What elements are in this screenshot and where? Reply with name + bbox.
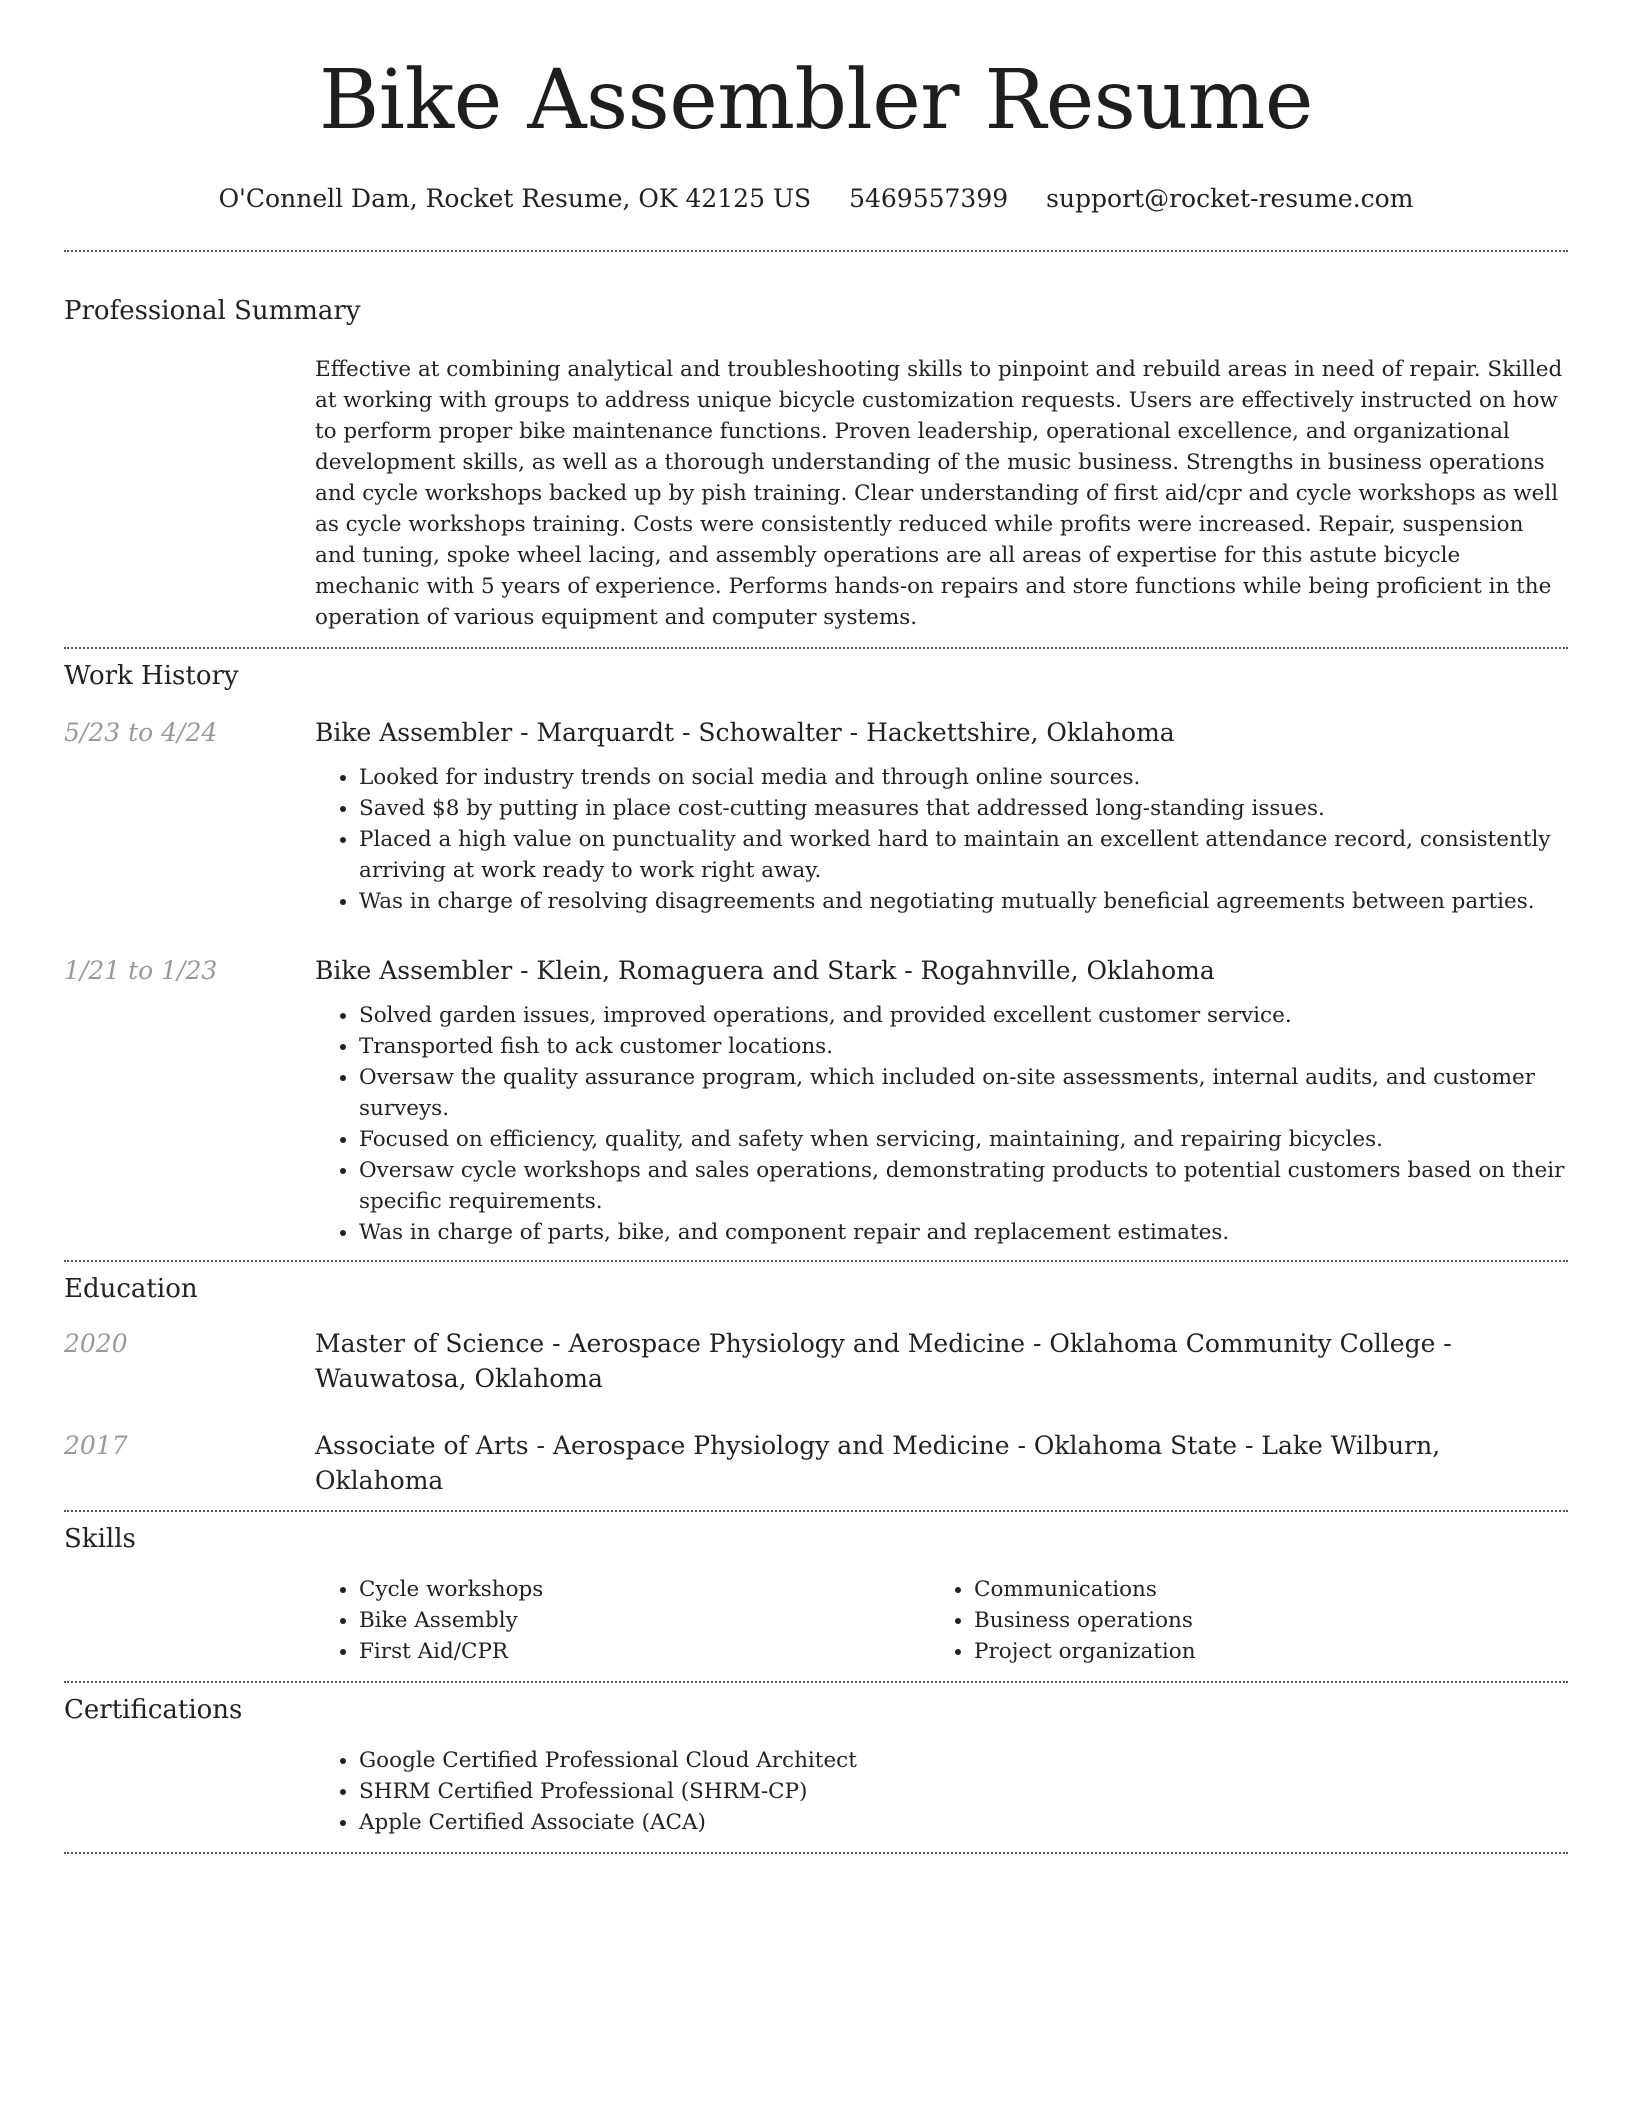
education-entry <box>64 1326 1568 1396</box>
job-bullet: • Was in charge of resolving disagreements and negotiating mutually beneficial agreements between parties. <box>359 886 1568 917</box>
skill-item: • Communications <box>974 1574 1196 1605</box>
section-title-education: Education <box>64 1274 198 1304</box>
summary-text: Effective at combining analytical and troubleshooting skills to pinpoint and rebuild areas in need of repair. Skilled at working with groups to address unique bicycle customization requests. Users are effectively instructed on how to perform proper bike maintenance functions. Proven leadership, operational excellence, and organizational development skills, as well as a thorough understanding of the music business. Strengths in business operations and cycle workshops backed up by pish training. Clear understanding of first aid/cpr and cycle workshops as well as cycle workshops training. Costs were consistently reduced while profits were increased. Repair, suspension and tuning, spoke wheel lacing, and assembly operations are all areas of expertise for this astute bicycle mechanic with 5 years of experience. Performs hands-on repairs and store functions while being proficient in the operation of various equipment and computer systems. <box>315 357 1563 630</box>
education-section <box>64 1262 1568 1510</box>
certification-item: • Apple Certified Associate (ACA) <box>359 1807 1568 1838</box>
skill-item: • First Aid/CPR <box>359 1636 930 1667</box>
job-bullet: • Saved $8 by putting in place cost-cutting measures that addressed long-standing issues. <box>359 793 1568 824</box>
job-bullet: • Focused on efficiency, quality, and safety when servicing, maintaining, and repairing bicycles. <box>359 1124 1568 1155</box>
contact-address: O'Connell Dam, Rocket Resume, OK 42125 US <box>218 184 812 213</box>
resume-title: Bike Assembler Resume <box>319 53 1313 148</box>
certifications-list <box>315 1745 1568 1838</box>
job-bullet: • Solved garden issues, improved operations, and provided excellent customer service. <box>359 1000 1568 1031</box>
certification-item: • SHRM Certified Professional (SHRM-CP) <box>359 1776 1568 1807</box>
job-entry <box>64 715 1568 917</box>
job-bullet: • Placed a high value on punctuality and worked hard to maintain an excellent attendance record, consistently arriving at work ready to work right away. <box>359 824 1568 886</box>
job-bullet: • Transported fish to ack customer locations. <box>359 1031 1568 1062</box>
education-degree: Associate of Arts - Aerospace Physiology and Medicine - Oklahoma State - Lake Wilburn, Oklahoma <box>315 1431 1441 1495</box>
job-bullet: • Was in charge of parts, bike, and component repair and replacement estimates. <box>359 1217 1568 1248</box>
section-title-summary: Professional Summary <box>64 296 361 326</box>
skills-grid <box>315 1574 1568 1667</box>
skills-section <box>64 1512 1568 1681</box>
job-title: Bike Assembler - Marquardt - Schowalter - Hackettshire, Oklahoma <box>315 718 1175 747</box>
job-dates: 1/21 to 1/23 <box>64 956 218 985</box>
job-bullet: • Oversaw the quality assurance program, which included on-site assessments, internal audits, and customer surveys. <box>359 1062 1568 1124</box>
job-details <box>315 715 1568 917</box>
skill-item: • Cycle workshops <box>359 1574 930 1605</box>
contact-email: support@rocket-resume.com <box>1046 184 1414 213</box>
job-title: Bike Assembler - Klein, Romaguera and Stark - Rogahnville, Oklahoma <box>315 956 1215 985</box>
skill-item: • Project organization <box>974 1636 1196 1667</box>
job-entry <box>64 953 1568 1248</box>
job-bullets <box>315 1000 1568 1248</box>
job-bullets <box>315 762 1568 917</box>
contact-line <box>64 182 1568 216</box>
job-bullet: • Oversaw cycle workshops and sales operations, demonstrating products to potential customers based on their specific requirements. <box>359 1155 1568 1217</box>
skill-item: • Business operations <box>974 1605 1196 1636</box>
summary-section <box>64 252 1568 633</box>
education-year: 2017 <box>64 1431 128 1460</box>
skill-item: • Bike Assembly <box>359 1605 930 1636</box>
certification-item: • Google Certified Professional Cloud Architect <box>359 1745 1568 1776</box>
work-history-section <box>64 649 1568 1260</box>
resume-page <box>64 0 1568 1854</box>
divider <box>64 1852 1568 1854</box>
job-dates: 5/23 to 4/24 <box>64 718 218 747</box>
education-degree: Master of Science - Aerospace Physiology and Medicine - Oklahoma Community College - Wauwatosa, Oklahoma <box>315 1329 1452 1393</box>
contact-phone: 5469557399 <box>849 184 1009 213</box>
section-title-skills: Skills <box>64 1524 136 1554</box>
section-title-certifications: Certifications <box>64 1695 243 1725</box>
job-bullet: • Looked for industry trends on social media and through online sources. <box>359 762 1568 793</box>
certifications-section <box>64 1683 1568 1852</box>
skills-list-left <box>315 1574 930 1667</box>
skills-list-right <box>930 1574 1196 1667</box>
section-title-work-history: Work History <box>64 661 239 691</box>
job-details <box>315 953 1568 1248</box>
education-entry <box>64 1428 1568 1498</box>
education-year: 2020 <box>64 1329 128 1358</box>
